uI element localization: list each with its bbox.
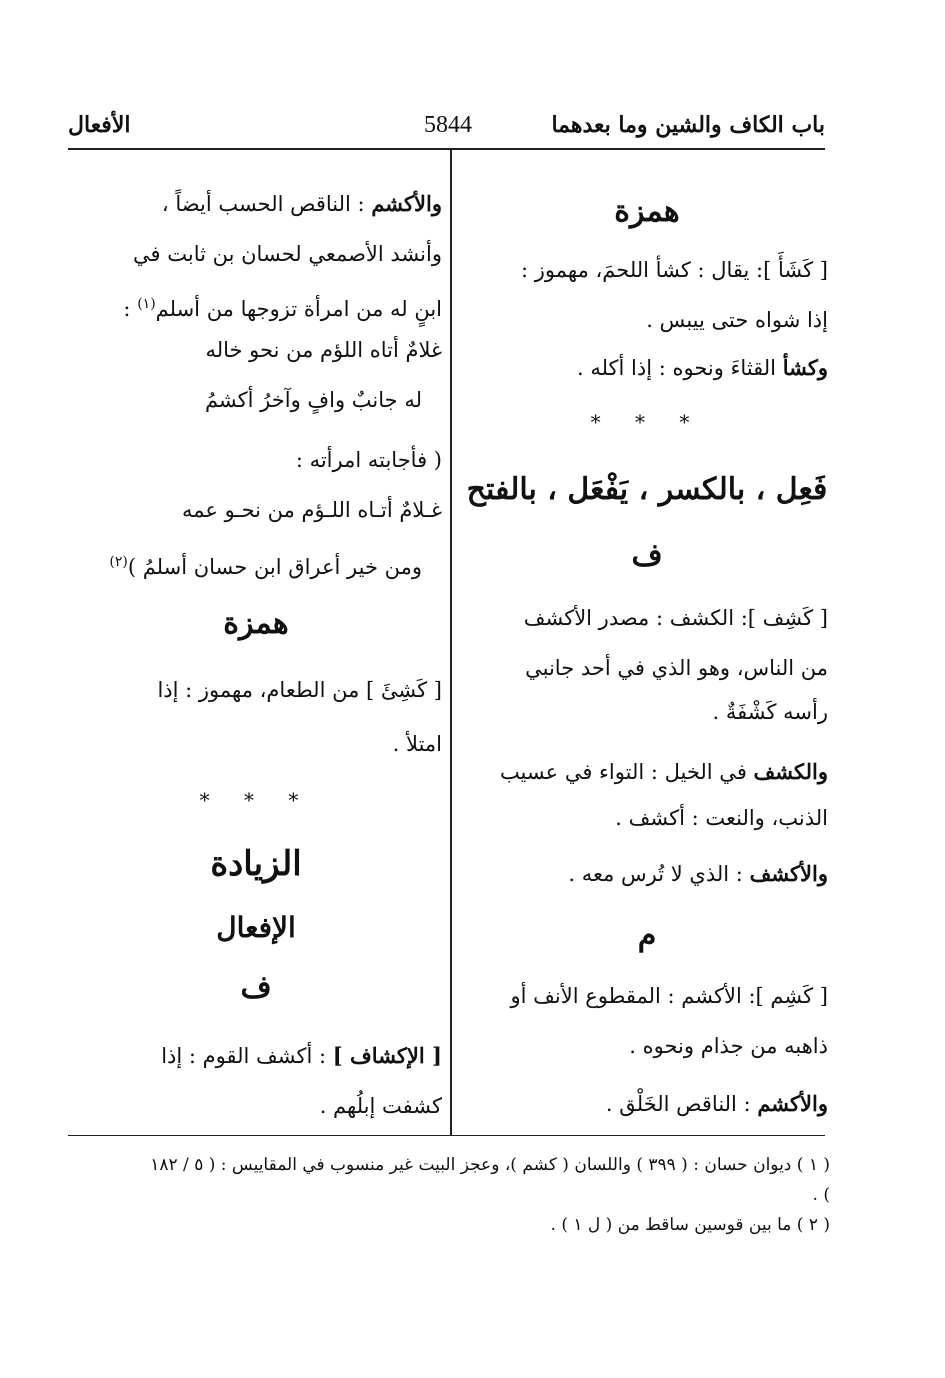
entry-term: [ الإكشاف ] [332, 1043, 442, 1068]
entry-term: [ كَشِئَ ] [366, 678, 442, 702]
entry-kashim [466, 972, 828, 1020]
entry-text: ابنٍ له من امرأة تزوجها من أسلم [155, 297, 442, 321]
header-rule [68, 148, 825, 150]
footnotes [140, 1150, 830, 1240]
entry-kasha-cont [466, 296, 828, 344]
heading-hamza: همزة [614, 194, 680, 229]
entry-text: الذنب، والنعت : أكشف . [615, 806, 828, 830]
verse-text: له جانبٌ وافٍ وآخرُ أكشمُ [204, 388, 422, 412]
entry-term: [ كَشِم ] [755, 984, 828, 1008]
column-divider [450, 150, 452, 1135]
separator-stars [466, 398, 828, 446]
entry-text: في الخيل : التواء في عسيب [499, 760, 747, 784]
entry-text: ( فأجابته امرأته : [295, 448, 442, 472]
entry-text: : الأكشم : المقطوع الأنف أو [510, 984, 756, 1008]
verse-text: غلامٌ أتاه اللؤم من نحو خاله [205, 338, 442, 362]
entry-text: كشفت إبلُهم . [319, 1094, 442, 1118]
verse-4 [70, 538, 442, 591]
entry-ikshaf-cont [70, 1082, 442, 1130]
entry-text: امتلأ . [392, 732, 442, 756]
entry-ikshaf [70, 1032, 442, 1080]
entry-text: من الناس، وهو الذي في أحد جانبي [525, 656, 828, 680]
entry-text: : أكشف القوم : إذا [161, 1044, 327, 1068]
entry-text: : الكشف : مصدر الأكشف [523, 606, 748, 630]
separator-stars-2 [70, 776, 442, 824]
verse-1 [70, 326, 442, 374]
entry-kashf-cont [466, 644, 828, 692]
footnote-2: ( ٢ ) ما بين قوسين ساقط من ( ل ١ ) . [550, 1215, 830, 1235]
entry-term: والكشف [753, 759, 828, 784]
entry-kashia [70, 666, 442, 714]
entry-text: من الطعام، مهموز : إذا [157, 678, 360, 702]
entry-text: رأسه كَشْفَةٌ . [712, 700, 828, 724]
heading-hamza-2: همزة [223, 606, 289, 641]
entry-kasha2 [466, 344, 828, 392]
entry-term: [ كَشِف ] [747, 606, 828, 630]
entry-kashim-cont [466, 1022, 828, 1070]
page-header [68, 112, 825, 148]
entry-term: [ كَشَأَ ] [763, 258, 828, 282]
heading-fa-2: ف [240, 970, 272, 1005]
footnote-ref-1[interactable]: (١) [137, 296, 156, 312]
entry-akshaf [466, 850, 828, 898]
entry-text: : يقال : كشأ اللحمَ، مهموز : [521, 258, 764, 282]
footnote-1: ( ١ ) ديوان حسان : ( ٣٩٩ ) واللسان ( كشم )، وعجز البيت غير منسوب في المقاييس : ( ٥ / ١٨٢ ) . [150, 1155, 830, 1205]
reply-intro [70, 436, 442, 484]
entry-term: وكشأ [782, 355, 828, 380]
entry-aksham2 [70, 180, 442, 228]
heading-faala: فَعِل ، بالكسر ، يَفْعَل ، بالفتح [466, 472, 828, 507]
verse-2 [70, 376, 442, 424]
section-title: الأفعال [68, 112, 131, 138]
entry-text: القثاءَ ونحوه : إذا أكله . [576, 356, 777, 380]
heading-fa: ف [631, 538, 663, 573]
stars: * * * [199, 788, 313, 812]
entry-term: والأكشم [371, 191, 442, 216]
verse-3 [70, 486, 442, 534]
verse-text: غـلامٌ أتـاه اللـؤم من نحـو عمه [181, 498, 442, 522]
entry-text: : الناقص الخَلْق . [605, 1092, 751, 1116]
heading-ziyada: الزيادة [210, 844, 302, 884]
stars: * * * [590, 410, 704, 434]
entry-text: : [123, 297, 138, 321]
entry-kashf-khayl [466, 748, 828, 796]
entry-kashia-cont [70, 720, 442, 768]
entry-term: والأكشم [757, 1091, 828, 1116]
entry-kashf-cont2 [466, 688, 828, 736]
entry-text: إذا شواه حتى ييبس . [646, 308, 828, 332]
entry-text: ذاهبه من جذام ونحوه . [629, 1034, 828, 1058]
heading-mim: م [637, 918, 657, 953]
footnote-rule [68, 1135, 825, 1136]
entry-term: والأكشف [749, 861, 828, 886]
entry-kasha [466, 246, 828, 294]
entry-text: : الذي لا تُرس معه . [568, 862, 743, 886]
entry-text: : الناقص الحسب أيضاً ، [161, 192, 365, 216]
entry-kashf [466, 594, 828, 642]
footnote-ref-2[interactable]: (٢) [109, 554, 128, 570]
chapter-title: باب الكاف والشين وما بعدهما [551, 112, 825, 138]
entry-text: وأنشد الأصمعي لحسان بن ثابت في [133, 242, 442, 266]
page-number: 5844 [424, 112, 472, 138]
verse-text: ومن خير أعراق ابن حسان أسلمُ ) [127, 555, 422, 579]
anshad-line-1 [70, 230, 442, 278]
heading-ifal: الإفعال [216, 911, 296, 944]
entry-aksham [466, 1080, 828, 1128]
entry-kashf-khayl-cont [466, 794, 828, 842]
